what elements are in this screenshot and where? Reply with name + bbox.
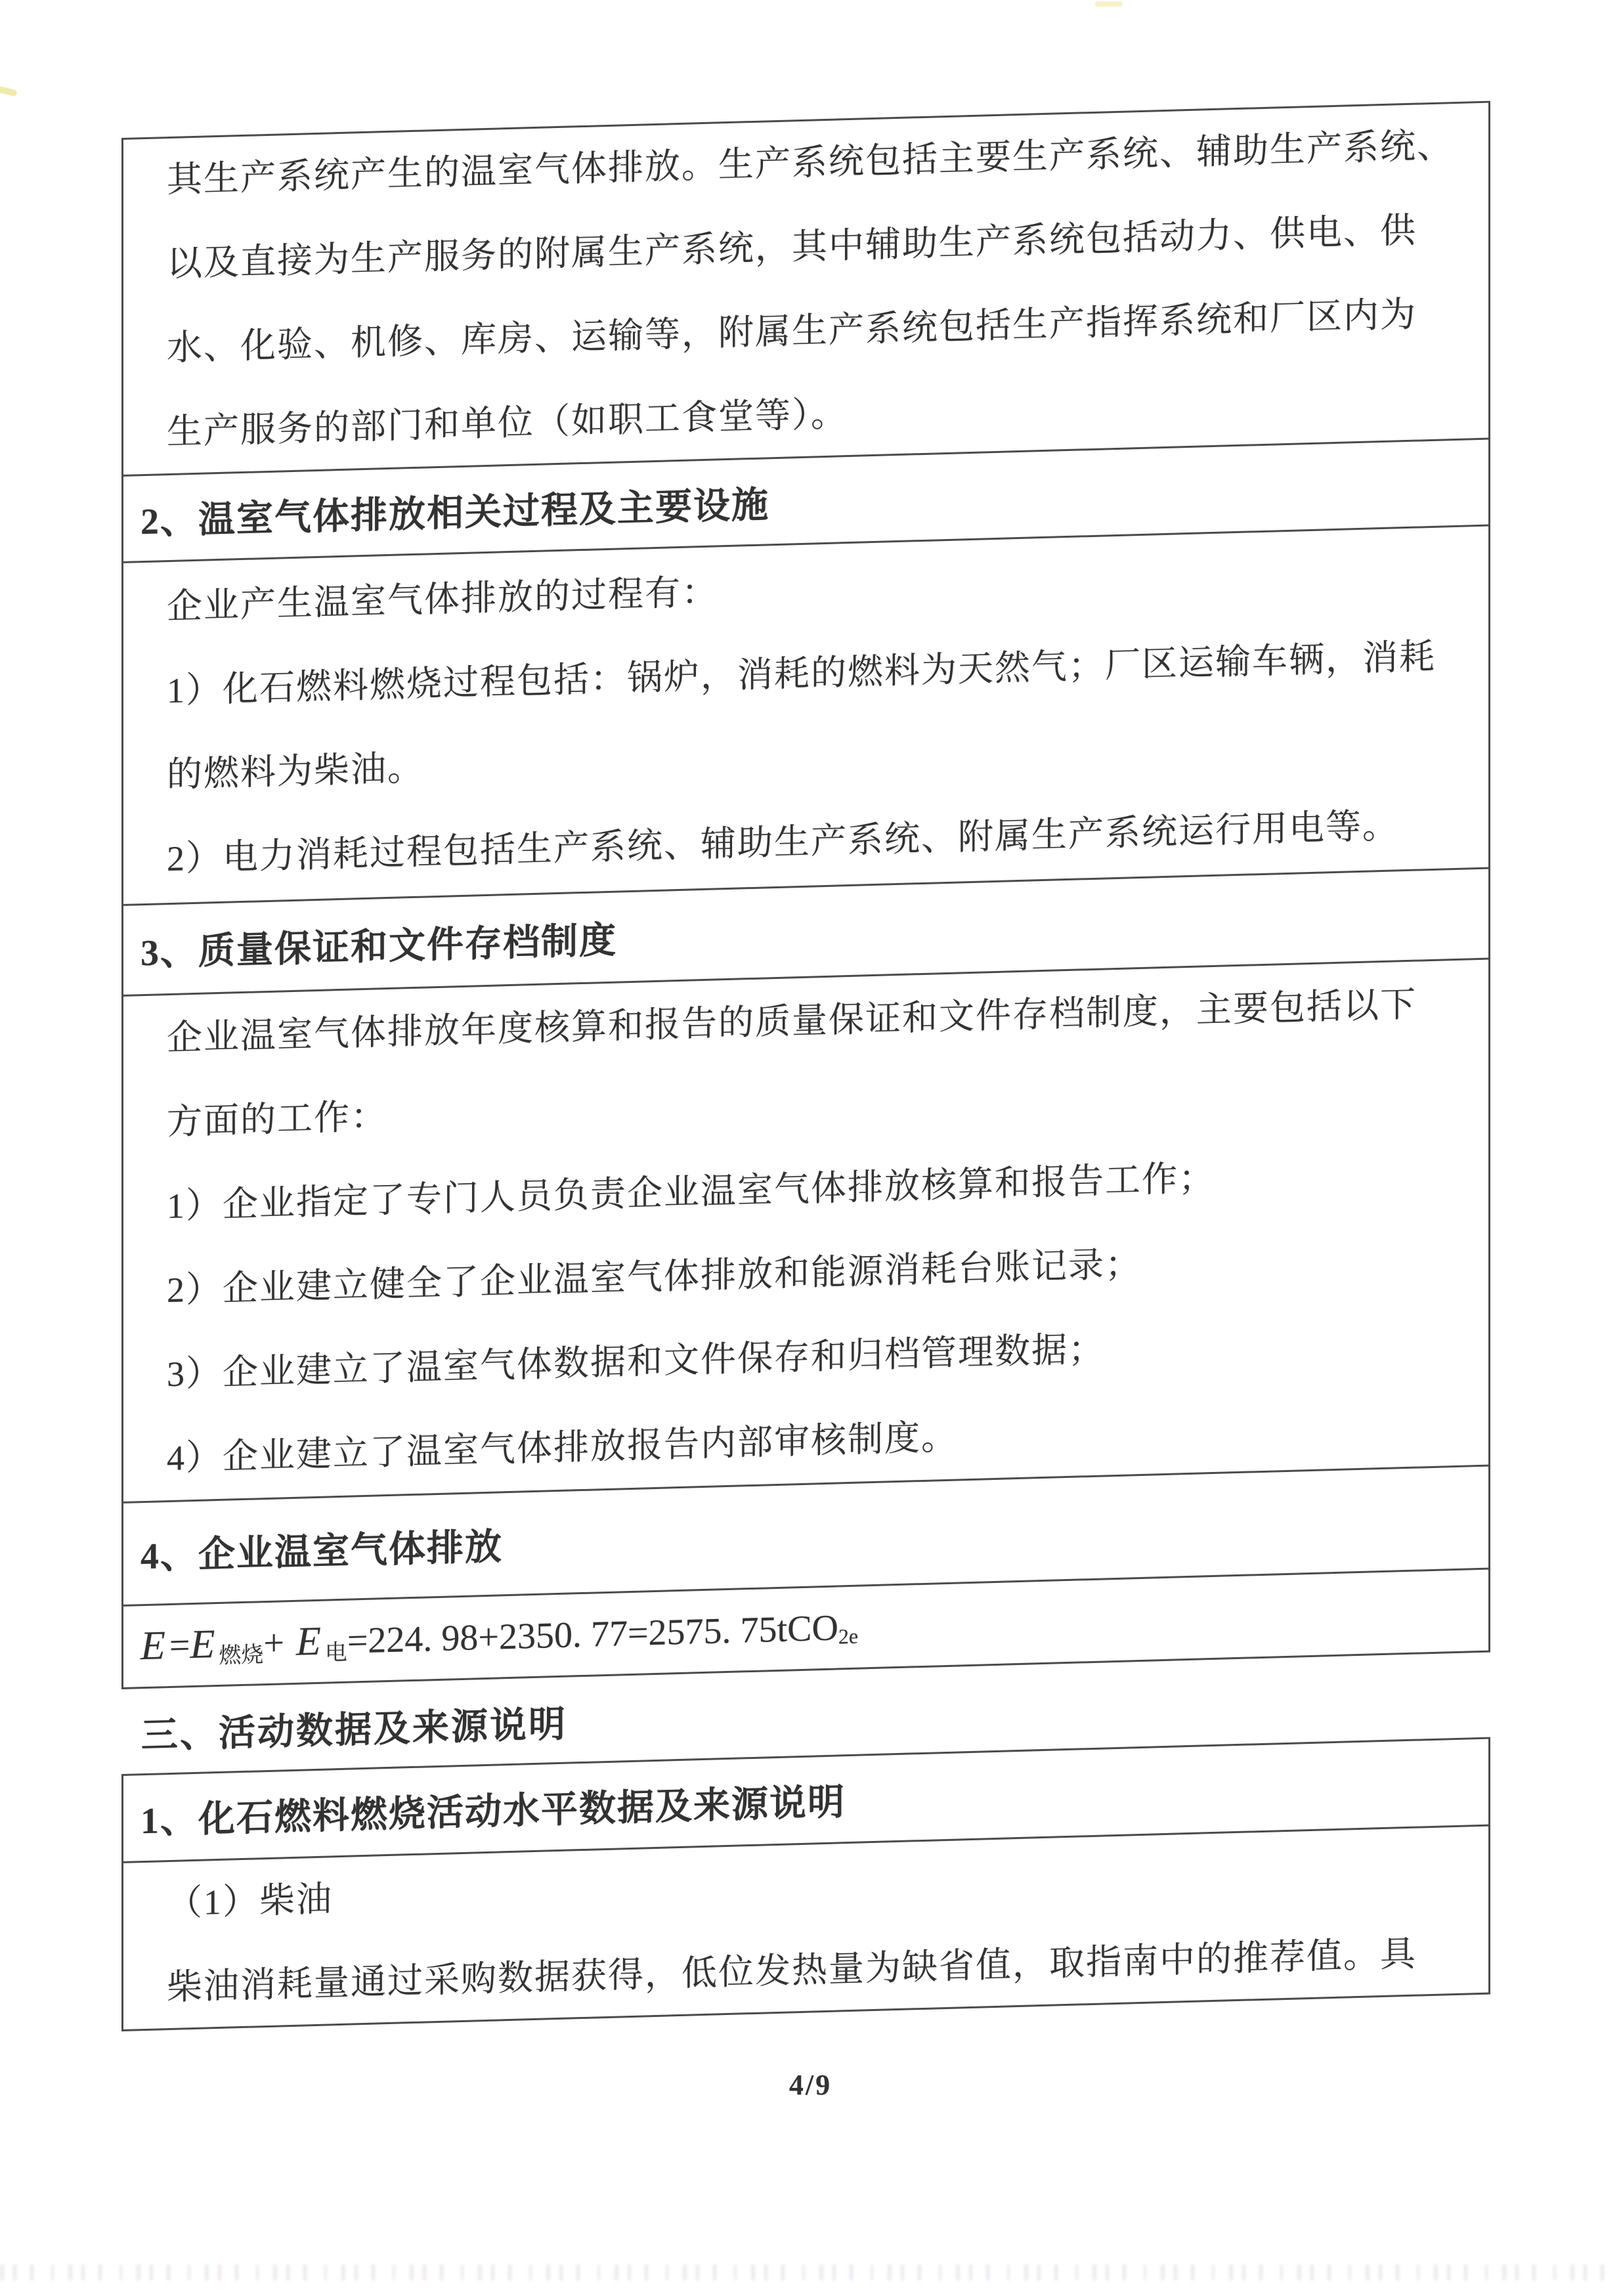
paragraph-line: 3）企业建立了温室气体数据和文件保存和归档管理数据；	[167, 1328, 1105, 1394]
ghg-report-table	[121, 101, 1490, 1689]
paragraph-line: 4）企业建立了温室气体排放报告内部审核制度。	[167, 1417, 958, 1478]
paragraph-line: 2）电力消耗过程包括生产系统、辅助生产系统、附属生产系统运行用电等。	[167, 805, 1399, 878]
activity-data-table	[121, 1737, 1490, 2031]
section3-title: 三、活动数据及来源说明	[141, 1704, 567, 1757]
paragraph-line: 2）企业建立健全了企业温室气体排放和能源消耗台账记录；	[167, 1244, 1142, 1310]
paragraph-line: 水、化验、机修、库房、运输等，附属生产系统包括生产指挥系统和厂区内为	[167, 294, 1417, 368]
formula-subscript-electricity: 电	[324, 1640, 347, 1666]
formula-operator: +	[263, 1622, 284, 1664]
formula-symbol-E: E	[140, 1623, 165, 1669]
table-row-diesel-data	[123, 1825, 1488, 2029]
paragraph-line: 1）化石燃料燃烧过程包括：锅炉，消耗的燃料为天然气；厂区运输车辆，消耗	[167, 636, 1436, 710]
formula-symbol-E-combustion: E	[190, 1622, 215, 1668]
scanned-content	[121, 0, 1490, 2167]
paragraph-line: 企业产生温室气体排放的过程有：	[167, 571, 718, 626]
section-header-label: 4、企业温室气体排放	[140, 1527, 503, 1578]
paragraph-line: 生产服务的部门和单位（如职工食堂等）。	[167, 394, 848, 452]
formula-subscript-combustion: 燃烧	[219, 1643, 264, 1668]
section-header-label: 3、质量保证和文件存档制度	[140, 920, 617, 974]
paragraph-line: 方面的工作：	[167, 1096, 387, 1142]
formula-operator: =	[169, 1624, 190, 1666]
paragraph-line: 以及直接为生产服务的附属生产系统，其中辅助生产系统包括动力、供电、供	[167, 210, 1417, 284]
scan-artifact-yellow-left	[0, 86, 18, 97]
section-header-label: 2、温室气体排放相关过程及主要设施	[140, 484, 769, 542]
paragraph-line: 企业温室气体排放年度核算和报告的质量保证和文件存档制度，主要包括以下	[167, 984, 1417, 1058]
table-row-scope-description	[123, 103, 1488, 475]
page-number: 4/9	[789, 2069, 832, 2101]
paragraph-line: 其生产系统产生的温室气体排放。生产系统包括主要生产系统、辅助生产系统、	[167, 125, 1454, 200]
section-header-label: 1、化石燃料燃烧活动水平数据及来源说明	[140, 1782, 846, 1842]
table-row-quality-items	[123, 958, 1488, 1502]
formula-result: =224. 98+2350. 77=2575. 75tCO	[347, 1607, 838, 1662]
paragraph-line: 的燃料为柴油。	[167, 748, 424, 794]
formula-subscript-co2e: 2e	[838, 1624, 859, 1649]
formula-symbol-E-electricity: E	[295, 1618, 321, 1664]
paragraph-line: （1）柴油	[167, 1878, 333, 1923]
paragraph-line: 1）企业指定了专门人员负责企业温室气体排放核算和报告工作；	[167, 1158, 1215, 1226]
scan-noise-band	[0, 2264, 1621, 2280]
table-row-emission-processes	[123, 525, 1488, 904]
paragraph-line: 柴油消耗量通过采购数据获得，低位发热量为缺省值，取指南中的推荐值。具	[167, 1934, 1417, 2007]
